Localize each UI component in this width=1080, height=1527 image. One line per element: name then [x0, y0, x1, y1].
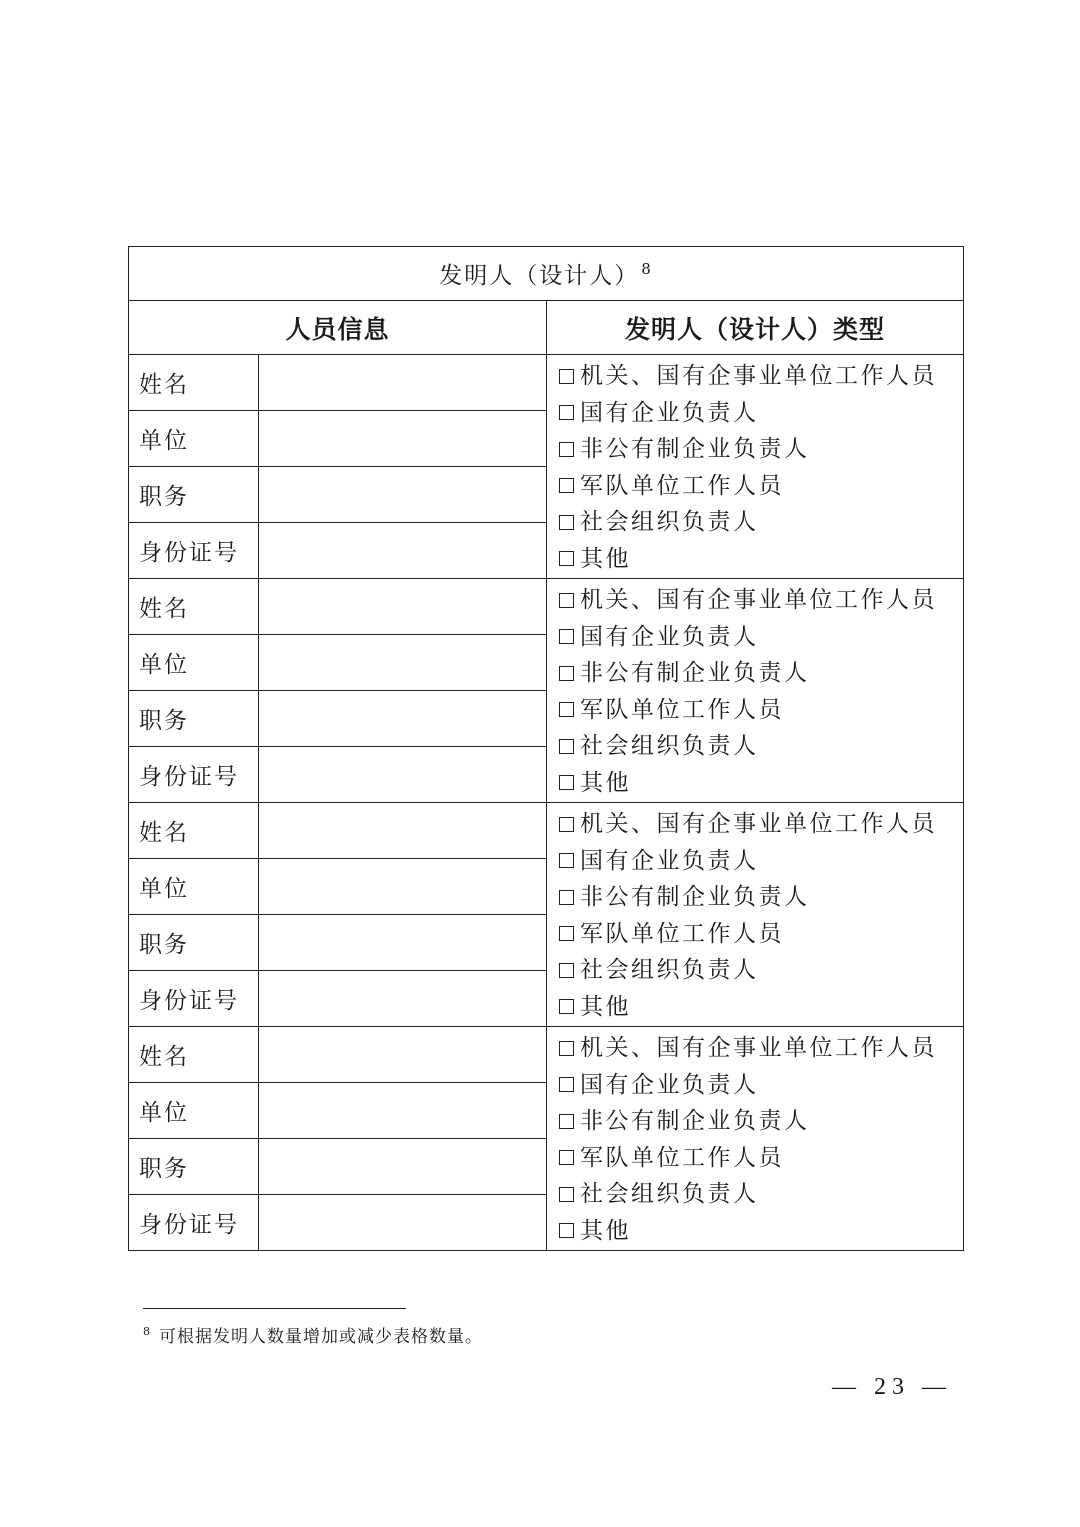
field-value-input[interactable]	[259, 1083, 547, 1139]
type-option-list	[559, 582, 963, 801]
type-option[interactable]	[559, 358, 963, 395]
field-value-input[interactable]	[259, 691, 547, 747]
type-option[interactable]	[559, 843, 963, 880]
field-value-input[interactable]	[259, 523, 547, 579]
field-value-input[interactable]	[259, 1139, 547, 1195]
field-label: 单位	[129, 1083, 259, 1139]
type-option[interactable]	[559, 655, 963, 692]
checkbox-icon[interactable]	[559, 999, 574, 1014]
checkbox-icon[interactable]	[559, 1041, 574, 1056]
checkbox-icon[interactable]	[559, 369, 574, 384]
type-option[interactable]	[559, 1067, 963, 1104]
type-option[interactable]	[559, 728, 963, 765]
field-label: 单位	[129, 859, 259, 915]
type-option[interactable]	[559, 1103, 963, 1140]
type-option-list	[559, 806, 963, 1025]
type-option-label: 其他	[580, 993, 631, 1020]
field-value-input[interactable]	[259, 915, 547, 971]
field-label: 职务	[129, 915, 259, 971]
inventor-row	[129, 579, 964, 635]
checkbox-icon[interactable]	[559, 1223, 574, 1238]
table-title-row	[129, 247, 964, 301]
field-label: 职务	[129, 1139, 259, 1195]
type-option-label: 国有企业负责人	[580, 399, 759, 426]
type-option[interactable]	[559, 1176, 963, 1213]
type-option-label: 非公有制企业负责人	[580, 436, 810, 462]
type-option-label: 社会组织负责人	[580, 1181, 759, 1207]
type-option[interactable]	[559, 1030, 963, 1067]
type-option-label: 军队单位工作人员	[580, 920, 784, 947]
type-option-label: 国有企业负责人	[580, 847, 759, 874]
checkbox-icon[interactable]	[559, 1077, 574, 1092]
type-option-label: 机关、国有企事业单位工作人员	[580, 587, 937, 613]
checkbox-icon[interactable]	[559, 515, 574, 530]
field-value-input[interactable]	[259, 635, 547, 691]
type-option[interactable]	[559, 765, 963, 802]
type-option-label: 非公有制企业负责人	[580, 1108, 810, 1134]
type-option[interactable]	[559, 806, 963, 843]
field-value-input[interactable]	[259, 579, 547, 635]
checkbox-icon[interactable]	[559, 551, 574, 566]
header-person-info: 人员信息	[129, 301, 547, 355]
footnote-marker: 8	[143, 1325, 151, 1339]
table-header-row	[129, 301, 964, 355]
type-option-label: 其他	[580, 545, 631, 572]
checkbox-icon[interactable]	[559, 478, 574, 493]
type-option-label: 机关、国有企事业单位工作人员	[580, 1035, 937, 1061]
type-option-label: 国有企业负责人	[580, 623, 759, 650]
inventor-row	[129, 803, 964, 859]
field-value-input[interactable]	[259, 747, 547, 803]
type-option-label: 国有企业负责人	[580, 1071, 759, 1098]
field-value-input[interactable]	[259, 803, 547, 859]
table-title	[129, 247, 964, 301]
field-label: 职务	[129, 691, 259, 747]
field-label: 单位	[129, 635, 259, 691]
field-label: 身份证号	[129, 523, 259, 579]
inventor-type-options	[547, 803, 964, 1027]
field-value-input[interactable]	[259, 859, 547, 915]
checkbox-icon[interactable]	[559, 817, 574, 832]
footnote-divider	[143, 1308, 406, 1309]
checkbox-icon[interactable]	[559, 890, 574, 905]
page-number: — 23 —	[832, 1374, 952, 1400]
type-option-label: 其他	[580, 769, 631, 796]
type-option-label: 非公有制企业负责人	[580, 884, 810, 910]
field-label: 单位	[129, 411, 259, 467]
field-label: 身份证号	[129, 971, 259, 1027]
type-option[interactable]	[559, 692, 963, 729]
checkbox-icon[interactable]	[559, 926, 574, 941]
type-option-list	[559, 1030, 963, 1249]
checkbox-icon[interactable]	[559, 739, 574, 754]
type-option-label: 社会组织负责人	[580, 509, 759, 535]
footnote	[143, 1322, 483, 1347]
type-option[interactable]	[559, 1140, 963, 1177]
footnote-text: 可根据发明人数量增加或减少表格数量。	[159, 1327, 483, 1347]
checkbox-icon[interactable]	[559, 702, 574, 717]
type-option[interactable]	[559, 1213, 963, 1250]
inventor-type-options	[547, 355, 964, 579]
checkbox-icon[interactable]	[559, 775, 574, 790]
field-value-input[interactable]	[259, 355, 547, 411]
field-value-input[interactable]	[259, 971, 547, 1027]
field-label: 身份证号	[129, 747, 259, 803]
type-option-label: 机关、国有企事业单位工作人员	[580, 811, 937, 837]
field-value-input[interactable]	[259, 411, 547, 467]
type-option-label: 社会组织负责人	[580, 957, 759, 983]
type-option[interactable]	[559, 952, 963, 989]
field-label: 姓名	[129, 579, 259, 635]
header-inventor-type: 发明人（设计人）类型	[547, 301, 964, 355]
checkbox-icon[interactable]	[559, 405, 574, 420]
type-option-label: 军队单位工作人员	[580, 1144, 784, 1171]
checkbox-icon[interactable]	[559, 1114, 574, 1129]
field-label: 姓名	[129, 355, 259, 411]
type-option[interactable]	[559, 541, 963, 578]
type-option[interactable]	[559, 879, 963, 916]
field-label: 姓名	[129, 803, 259, 859]
type-option[interactable]	[559, 504, 963, 541]
type-option-label: 机关、国有企事业单位工作人员	[580, 363, 937, 389]
inventor-row	[129, 355, 964, 411]
checkbox-icon[interactable]	[559, 442, 574, 457]
checkbox-icon[interactable]	[559, 593, 574, 608]
field-value-input[interactable]	[259, 1195, 547, 1251]
field-label: 姓名	[129, 1027, 259, 1083]
checkbox-icon[interactable]	[559, 666, 574, 681]
table-title-text: 发明人（设计人）	[439, 263, 640, 289]
type-option-list	[559, 358, 963, 577]
field-label: 身份证号	[129, 1195, 259, 1251]
type-option[interactable]	[559, 582, 963, 619]
type-option[interactable]	[559, 395, 963, 432]
type-option-label: 其他	[580, 1217, 631, 1244]
type-option-label: 非公有制企业负责人	[580, 660, 810, 686]
field-label: 职务	[129, 467, 259, 523]
inventor-table	[128, 246, 964, 1251]
checkbox-icon[interactable]	[559, 629, 574, 644]
type-option[interactable]	[559, 431, 963, 468]
checkbox-icon[interactable]	[559, 853, 574, 868]
type-option[interactable]	[559, 468, 963, 505]
type-option[interactable]	[559, 916, 963, 953]
type-option-label: 军队单位工作人员	[580, 696, 784, 723]
field-value-input[interactable]	[259, 1027, 547, 1083]
type-option-label: 社会组织负责人	[580, 733, 759, 759]
footnote-ref: 8	[641, 260, 653, 279]
checkbox-icon[interactable]	[559, 1187, 574, 1202]
checkbox-icon[interactable]	[559, 1150, 574, 1165]
inventor-type-options	[547, 1027, 964, 1251]
field-value-input[interactable]	[259, 467, 547, 523]
type-option[interactable]	[559, 989, 963, 1026]
inventor-type-options	[547, 579, 964, 803]
inventor-row	[129, 1027, 964, 1083]
checkbox-icon[interactable]	[559, 963, 574, 978]
type-option[interactable]	[559, 619, 963, 656]
type-option-label: 军队单位工作人员	[580, 472, 784, 499]
